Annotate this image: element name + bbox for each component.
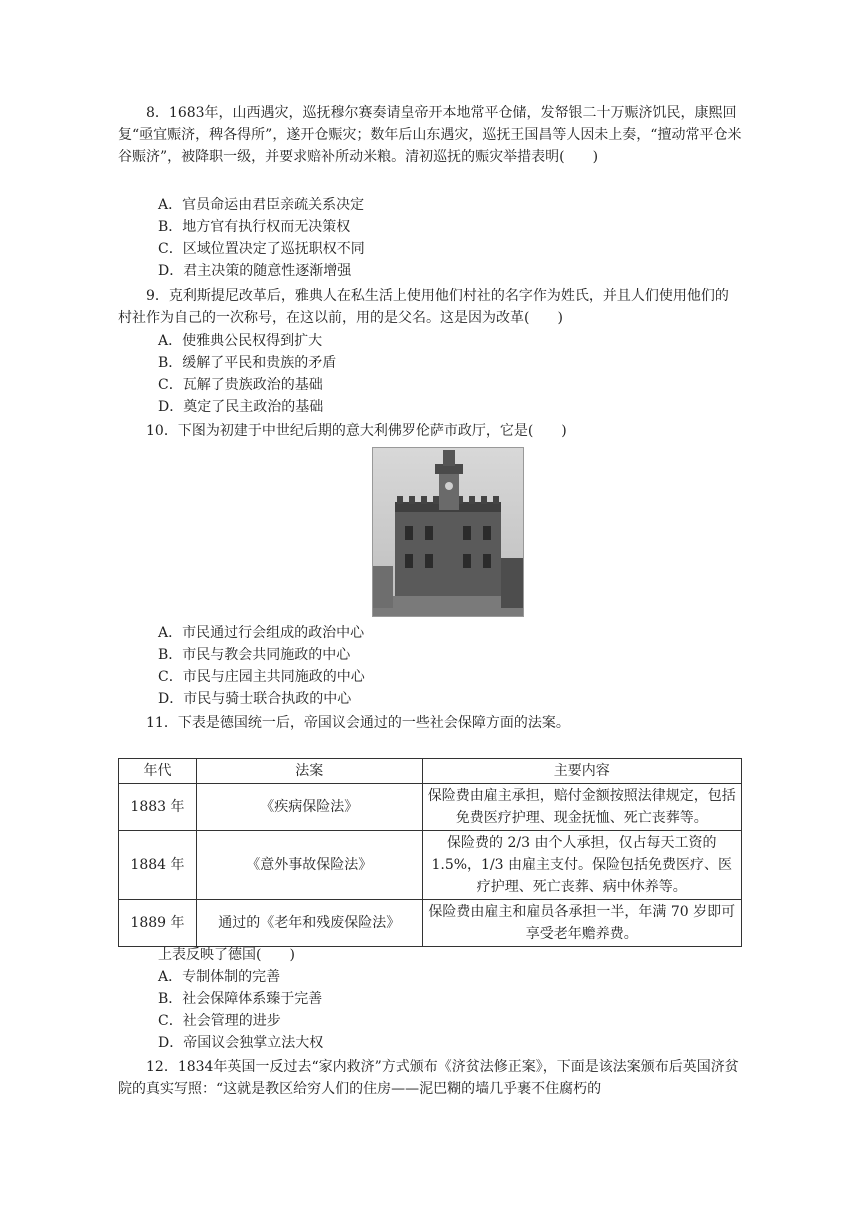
q11-after-table: 上表反映了德国( ): [158, 947, 295, 963]
q11-option-b: B．社会保障体系臻于完善: [158, 991, 323, 1007]
table-cell-year: 1884 年: [119, 831, 197, 900]
table-cell-year: 1883 年: [119, 784, 197, 831]
town-hall-image: [373, 448, 523, 616]
table-cell-content: 保险费由雇主和雇员各承担一半，年满 70 岁即可享受老年赡养费。: [422, 900, 741, 947]
q8-option-c: C．区域位置决定了巡抚职权不同: [158, 241, 365, 257]
q8-stem: 8．1683年，山西遇灾，巡抚穆尔赛奏请皇帝开本地常平仓储，发帑银二十万赈济饥民，康熙回复“亟宜赈济，稗各得所”，遂开仓赈灾；数年后山东遇灾，巡抚王国昌等人因未上奏，“擅动常平仓米谷赈济”，被降职一级，并要求赔补所动米粮。清初巡抚的赈灾举措表明( ): [118, 105, 742, 165]
table-row: [119, 831, 742, 900]
q9-option-c: C．瓦解了贵族政治的基础: [158, 377, 323, 393]
q12-stem: 12．1834年英国一反过去“家内救济”方式颁布《济贫法修正案》，下面是该法案颁布后英国济贫院的真实写照：“这就是教区给穷人们的住房——泥巴糊的墙几乎裹不住腐朽的: [118, 1059, 739, 1097]
table-cell-law: 《疾病保险法》: [196, 784, 422, 831]
table-cell-law: 通过的《老年和残废保险法》: [196, 900, 422, 947]
table-row: [119, 784, 742, 831]
table-cell-content: 保险费由雇主承担，赔付金额按照法律规定，包括免费医疗护理、现金抚恤、死亡丧葬等。: [422, 784, 741, 831]
insurance-law-table: [118, 758, 742, 947]
table-header: 法案: [196, 759, 422, 784]
table-header: 年代: [119, 759, 197, 784]
q11-option-a: A．专制体制的完善: [158, 969, 281, 985]
table-cell-content: 保险费的 2/3 由个人承担，仅占每天工资的 1.5%，1/3 由雇主支付。保险包括免费医疗、医疗护理、死亡丧葬、病中休养等。: [422, 831, 741, 900]
q10-stem: 10．下图为初建于中世纪后期的意大利佛罗伦萨市政厅，它是( ): [146, 423, 567, 439]
table-row: [119, 900, 742, 947]
q8-option-a: A．官员命运由君臣亲疏关系决定: [158, 197, 365, 213]
q10-option-b: B．市民与教会共同施政的中心: [158, 647, 351, 663]
q11-option-c: C．社会管理的进步: [158, 1013, 281, 1029]
table-cell-year: 1889 年: [119, 900, 197, 947]
q9-option-a: A．使雅典公民权得到扩大: [158, 333, 323, 349]
table-cell-law: 《意外事故保险法》: [196, 831, 422, 900]
q9-option-d: D．奠定了民主政治的基础: [158, 399, 324, 415]
q11-stem: 11．下表是德国统一后，帝国议会通过的一些社会保障方面的法案。: [146, 715, 570, 731]
palazzo-vecchio-photo: [372, 447, 524, 617]
q10-option-c: C．市民与庄园主共同施政的中心: [158, 669, 365, 685]
q8-option-d: D．君主决策的随意性逐渐增强: [158, 263, 352, 279]
table-header: 主要内容: [422, 759, 741, 784]
q10-option-a: A．市民通过行会组成的政治中心: [158, 625, 365, 641]
q8-option-b: B．地方官有执行权而无决策权: [158, 219, 351, 235]
q10-option-d: D．市民与骑士联合执政的中心: [158, 691, 352, 707]
table-header-row: [119, 759, 742, 784]
q9-option-b: B．缓解了平民和贵族的矛盾: [158, 355, 337, 371]
q11-option-d: D．帝国议会独掌立法大权: [158, 1035, 324, 1051]
q9-stem: 9．克利斯提尼改革后，雅典人在私生活上使用他们村社的名字作为姓氏，并且人们使用他们的村社作为自己的一次称号，在这以前，用的是父名。这是因为改革( ): [118, 288, 729, 326]
